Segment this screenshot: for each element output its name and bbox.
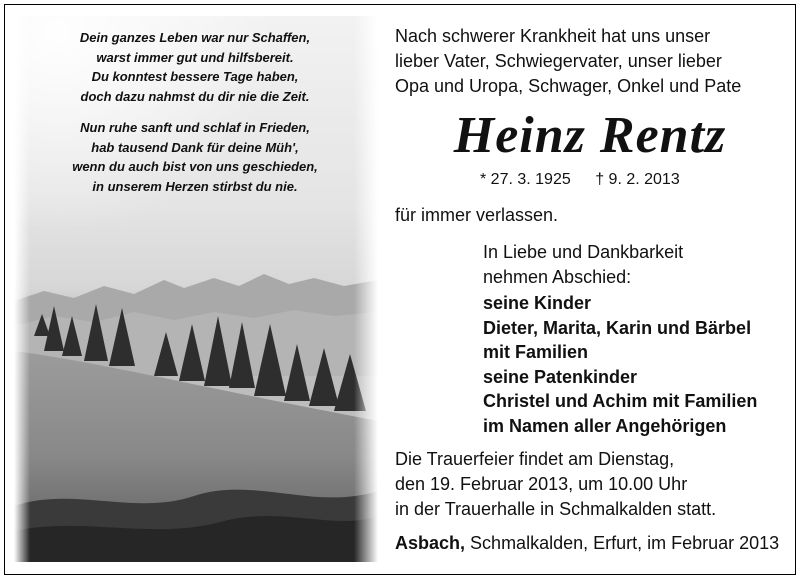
poem-line: hab tausend Dank für deine Müh', <box>91 139 299 155</box>
footer-place-bold: Asbach, <box>395 533 466 553</box>
service-line: Die Trauerfeier findet am Dienstag, <box>395 449 675 469</box>
service-info <box>395 447 716 522</box>
farewell-line: In Liebe und Dankbarkeit <box>483 242 684 262</box>
intro-line: Opa und Uropa, Schwager, Onkel und Pate <box>395 76 742 96</box>
footer-places <box>395 531 779 555</box>
service-line: den 19. Februar 2013, um 10.00 Uhr <box>395 474 688 494</box>
mourner-line: seine Kinder <box>483 293 592 313</box>
poem-line: Du konntest bessere Tage haben, <box>91 69 299 84</box>
mourners-list <box>483 291 757 438</box>
intro-line: Nach schwerer Krankheit hat uns unser <box>395 26 711 46</box>
mourner-line: im Namen aller Angehörigen <box>483 415 727 436</box>
intro-line: lieber Vater, Schwiegervater, unser lieber <box>395 51 722 71</box>
poem-line: wenn du auch bist von uns geschieden, <box>72 159 318 174</box>
farewell-line: nehmen Abschied: <box>483 267 632 287</box>
footer-place-rest: Schmalkalden, Erfurt, im Februar 2013 <box>470 533 780 553</box>
mourner-line: Dieter, Marita, Karin und Bärbel <box>483 317 752 338</box>
service-line: in der Trauerhalle in Schmalkalden statt. <box>395 499 717 519</box>
left-text: für immer verlassen. <box>395 205 559 225</box>
birth-date: * 27. 3. 1925 <box>480 171 571 188</box>
poem-line: doch dazu nahmst du dir nie die Zeit. <box>80 88 310 104</box>
mourner-line: Christel und Achim mit Familien <box>483 391 758 411</box>
intro-text <box>395 24 780 99</box>
poem-line: Nun ruhe sanft und schlaf in Frieden, <box>80 120 310 135</box>
mourner-line: seine Patenkinder <box>483 366 638 387</box>
death-date: † 9. 2. 2013 <box>595 171 680 188</box>
life-dates <box>480 170 700 190</box>
poem <box>30 28 360 208</box>
poem-line: Dein ganzes Leben war nur Schaffen, <box>79 30 311 45</box>
poem-stanza-1 <box>30 28 360 106</box>
poem-line: warst immer gut und hilfsbereit. <box>96 49 294 65</box>
mourner-line: mit Familien <box>483 342 589 362</box>
farewell-text <box>483 240 683 290</box>
poem-line: in unserem Herzen stirbst du nie. <box>92 178 298 194</box>
deceased-name: Heinz Rentz <box>453 107 727 164</box>
poem-stanza-2 <box>30 118 360 196</box>
